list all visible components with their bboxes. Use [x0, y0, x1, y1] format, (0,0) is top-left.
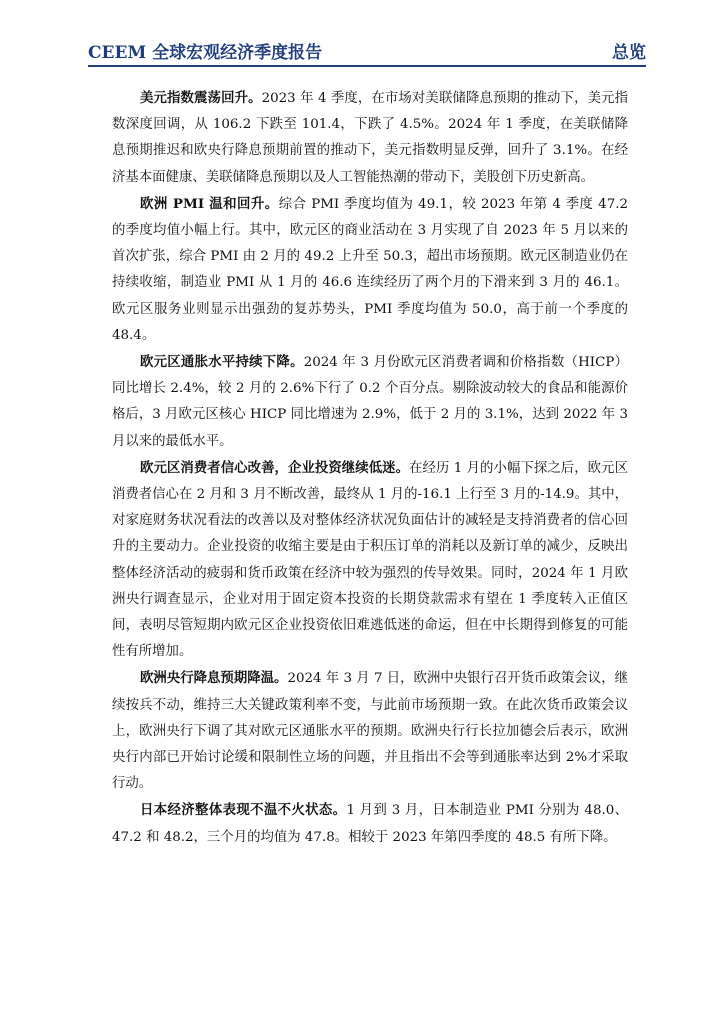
paragraph-japan-economy [112, 797, 628, 850]
paragraph-europe-pmi [112, 191, 628, 349]
paragraph-eurozone-inflation [112, 349, 628, 455]
paragraph-text: 2024 年 3 月份欧元区消费者调和价格指数（HICP）同比增长 2.4%，较 2 月的 2.6%下行了 0.2 个百分点。剔除波动较大的食品和能源价格后，3 月欧元区核心 HICP 同比增速为 2.9%，低于 2 月的 3.1%，达到 2022 年 3 月以来的最低水平。 [112, 355, 628, 449]
paragraph-text: 1 月到 3 月，日本制造业 PMI 分别为 48.0、47.2 和 48.2，三个月的均值为 47.8。相较于 2023 年第四季度的 48.5 有所下降。 [112, 803, 629, 845]
page-header [88, 38, 646, 64]
report-title: CEEM 全球宏观经济季度报告 [88, 43, 323, 63]
paragraph-text: 2024 年 3 月 7 日，欧洲中央银行召开货币政策会议，继续按兵不动，维持三大关键政策利率不变，与此前市场预期一致。在此次货币政策会议上，欧洲央行下调了其对欧元区通胀水平的预期。欧洲央行行长拉加德会后表示，欧洲央行内部已开始讨论缓和限制性立场的问题，并且指出不会等到通胀率达到 2%才采取行动。 [112, 671, 628, 792]
paragraph-ecb-rate-cut [112, 665, 628, 797]
paragraph-lead: 日本经济整体表现不温不火状态。 [140, 802, 347, 819]
paragraph-lead: 欧洲 PMI 温和回升。 [140, 195, 279, 212]
paragraph-lead: 欧洲央行降息预期降温。 [140, 670, 288, 687]
section-title: 总览 [612, 43, 646, 63]
paragraph-lead: 美元指数震荡回升。 [140, 90, 262, 106]
paragraph-text: 2023 年 4 季度，在市场对美联储降息预期的推动下，美元指数深度回调，从 106.2 下跌至 101.4，下跌了 4.5%。2024 年 1 季度，在美联储降息预期推迟和欧央行降息预期前置的推动下，美元指数明显反弹，回升了 3.1%。在经济基本面健康、美联储降息预期以及人工智能热潮的带动下，美股创下历史新高。 [112, 91, 628, 185]
paragraph-lead: 欧元区通胀水平持续下降。 [140, 354, 304, 371]
paragraph-text: 综合 PMI 季度均值为 49.1，较 2023 年第 4 季度 47.2 的季度均值小幅上行。其中，欧元区的商业活动在 3 月实现了自 2023 年 5 月以来的首次扩张，综合 PMI 由 2 月的 49.2 上升至 50.3，超出市场预期。欧元区制造业仍在持续收缩，制造业 PMI 从 1 月的 46.6 连续经历了两个月的下滑来到 3 月的 46.1。欧元区服务业则显示出强劲的复苏势头，PMI 季度均值为 50.0，高于前一个季度的 48.4。 [112, 196, 628, 343]
paragraph-usd-index [112, 85, 628, 191]
paragraph-text: 在经历 1 月的小幅下探之后，欧元区消费者信心在 2 月和 3 月不断改善，最终从 1 月的-16.1 上行至 3 月的-14.9。其中，对家庭财务状况看法的改善以及对整体经济状况负面估计的减轻是支持消费者的信心回升的主要动力。企业投资的收缩主要是由于积压订单的消耗以及新订单的减少，反映出整体经济活动的疲弱和货币政策在经济中较为强烈的传导效果。同时，2024 年 1 月欧洲央行调查显示，企业对用于固定资本投资的长期贷款需求有望在 1 季度转入正值区间，表明尽管短期内欧元区企业投资依旧难逃低迷的命运，但在中长期得到修复的可能性有所增加。 [112, 460, 629, 660]
paragraph-consumer-confidence [112, 455, 628, 666]
report-body [112, 85, 628, 851]
header-rule [88, 65, 646, 67]
paragraph-lead: 欧元区消费者信心改善，企业投资继续低迷。 [140, 459, 410, 476]
